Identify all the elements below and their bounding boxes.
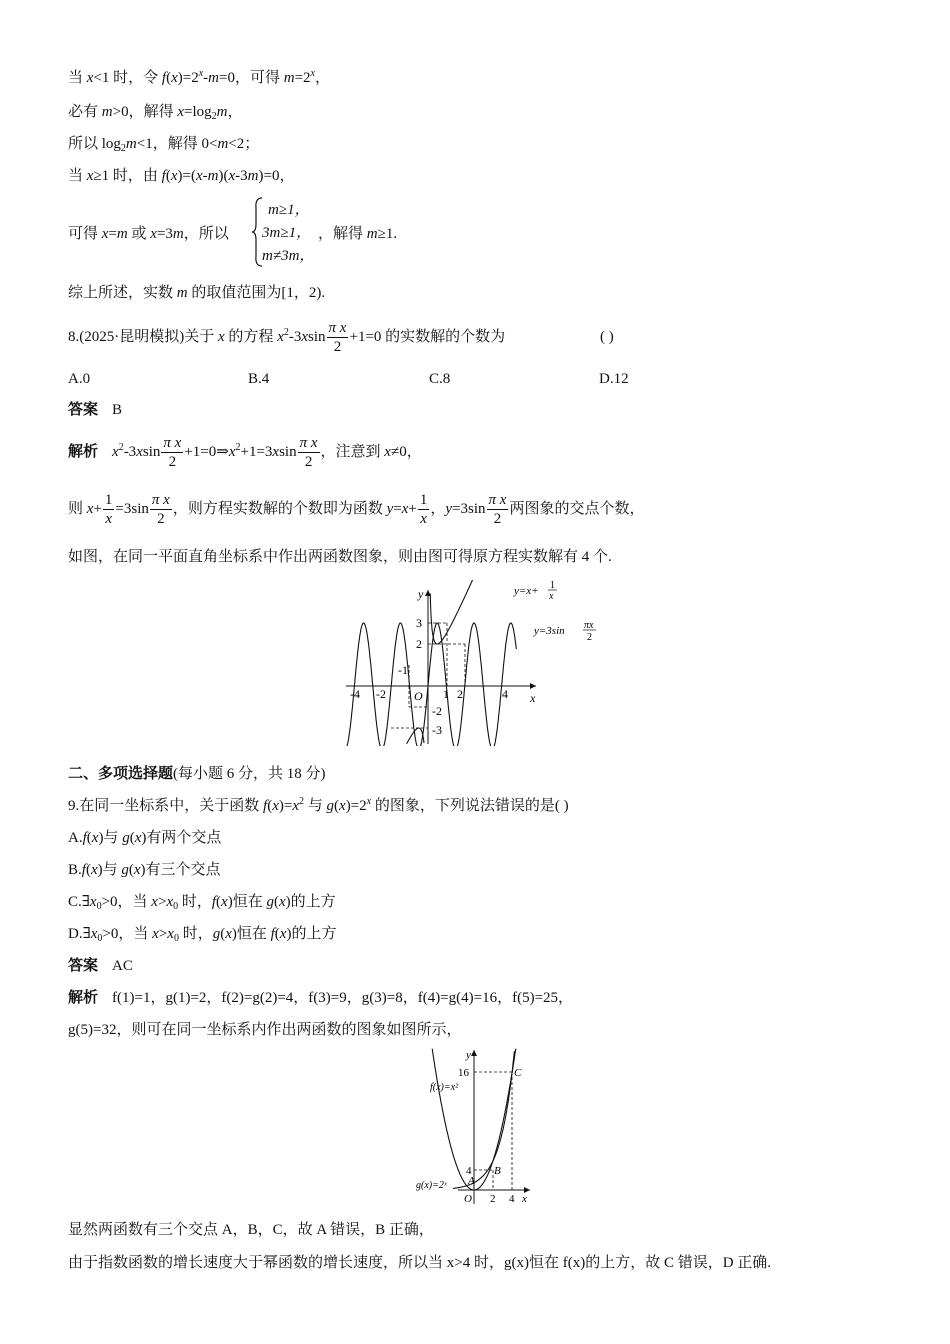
label-hyperbola-num: 1	[550, 580, 555, 591]
tick-x-4: 4	[509, 1193, 515, 1205]
tick-x-1: 1	[443, 687, 449, 701]
y-axis-label: y	[418, 587, 424, 601]
guide-lines	[474, 1072, 512, 1190]
q9-analysis-2: g(5)=32，则可在同一坐标系内作出两函数的图象如图所示，	[68, 1022, 462, 1038]
section-title: 二、多项选择题(每小题 6 分，共 18 分)	[68, 766, 326, 782]
tick-y-neg3: -3	[432, 723, 442, 737]
q8-option-d: D.12	[599, 371, 629, 387]
sol7-line-5-post: ，解得 m≥1.	[318, 226, 398, 242]
label-parabola: f(x)=x²	[430, 1082, 459, 1093]
q9-analysis-3: 显然两函数有三个交点 A，B，C，故 A 错误，B 正确，	[68, 1222, 434, 1238]
sol7-line-5: 可得 x=m 或 x=3m，所以	[68, 226, 229, 242]
q8-option-c: C.8	[429, 371, 451, 387]
y-axis-label: y	[466, 1049, 471, 1061]
label-sine: y=3sin	[534, 625, 565, 637]
q9-option-b: B.f(x)与 g(x)有三个交点	[68, 862, 221, 878]
q9-analysis-4: 由于指数函数的增长速度大于幂函数的增长速度，所以当 x>4 时，g(x)恒在 f(x)的上方，故 C 错误，D 正确.	[68, 1255, 772, 1271]
tick-x-neg4: -4	[350, 687, 360, 701]
fraction: $\frac{\text{π x}}{2}$	[163, 435, 182, 471]
q9-stem: 9.在同一坐标系中，关于函数 $f(x)=x^2$ 与 $g(x)=2^x$ 的图象，下列说法错误的是( )	[68, 796, 569, 814]
q8-analysis-1: 解析 $x^2-3xsin$ $\frac{\text{π x}}{2}$ $+1=0\Rightarrow x^2+1=3xsin$ $\frac{\text{π x}}{2}$ ，注意到 x≠0，	[68, 435, 422, 471]
label-sine-den: 2	[587, 632, 592, 643]
x-axis-label: x	[522, 1193, 527, 1205]
tick-x-neg2: -2	[376, 687, 386, 701]
y-axis-arrow	[471, 1050, 477, 1056]
label-hyperbola-den: x	[549, 591, 554, 602]
fraction: $\frac{\text{π x}}{2}$	[151, 492, 170, 528]
x-axis-arrow	[530, 683, 536, 689]
q9-analysis-1: 解析 f(1)=1，g(1)=2，f(2)=g(2)=4，f(3)=9，g(3)=8，f(4)=g(4)=16，f(5)=25，	[68, 990, 574, 1006]
q9-option-a: A.f(x)与 g(x)有两个交点	[68, 830, 222, 846]
tick-y-4: 4	[466, 1165, 472, 1177]
system-eq-1: m≥1，	[268, 202, 310, 218]
figure-power-vs-exp	[414, 1046, 534, 1206]
hyperbola-right-branch	[430, 580, 472, 644]
tick-y-neg1: -1	[398, 663, 408, 677]
sol7-line-2: 必有 m>0，解得 $x=\log_2m$，	[68, 104, 243, 122]
origin-label: O	[414, 689, 423, 703]
q8-analysis-2: 则 x+ $\frac{1}{x}$ =3sin $\frac{\text{π x}}{2}$ ，则方程实数解的个数即为函数 y=x+ $\frac{1}{x}$ ，y=3sin $\frac{\text{π x}}{2}$ 两图象的交点个数，	[68, 492, 645, 528]
q8-analysis-3: 如图，在同一平面直角坐标系中作出两函数图象，则由图可得原方程实数解有 4 个.	[68, 549, 612, 565]
sol7-line-6: 综上所述，实数 m 的取值范围为[1，2).	[68, 285, 326, 301]
figure-sin-vs-hyperbola	[340, 578, 620, 746]
sol7-line-1: 当 x<1 时，令 $f(x)=2^x-m=0$，可得 $m=2^x$，	[68, 68, 331, 86]
tick-x-2: 2	[490, 1193, 496, 1205]
label-exp: g(x)=2ˣ	[416, 1180, 447, 1191]
fraction: $\frac{\text{π x}}{2}$	[488, 492, 507, 528]
q8-answer: 答案 B	[68, 402, 123, 418]
point-b-label: B	[494, 1165, 501, 1177]
tick-y-2: 2	[416, 637, 422, 651]
label-sine-num: πx	[584, 620, 594, 631]
q9-answer: 答案 AC	[68, 958, 133, 974]
sol7-line-4: 当 x≥1 时，由 f(x)=(x-m)(x-3m)=0，	[68, 168, 295, 184]
q8-paren: ( )	[600, 329, 614, 345]
q9-option-d: $D.\exists x_0>0$，当 $x>x_0$ 时，g(x)恒在 f(x)的上方	[68, 926, 337, 944]
q8-option-b: B.4	[248, 371, 270, 387]
q8-stem: 8.(2025·昆明模拟)关于 x 的方程 $x^2-3xsin$ $\frac{\text{π x}}{2}$ +1=0 的实数解的个数为	[68, 320, 506, 356]
fraction: $\frac{\text{π x}}{2}$	[299, 435, 318, 471]
q8-option-a: A.0	[68, 371, 91, 387]
tick-y-neg2: -2	[432, 704, 442, 718]
point-a-label: A	[468, 1175, 475, 1187]
label-hyperbola: y=x+	[514, 585, 539, 597]
x-axis-label: x	[530, 691, 536, 705]
fraction: $\frac{1}{x}$	[419, 492, 428, 528]
tick-x-2: 2	[457, 687, 463, 701]
point-c-label: C	[514, 1067, 522, 1079]
fraction: $\frac{1}{x}$	[104, 492, 113, 528]
system-eq-3: m≠3m，	[262, 248, 315, 264]
tick-y-3: 3	[416, 616, 422, 630]
q9-option-c: $C.\exists x_0>0$，当 $x>x_0$ 时，f(x)恒在 g(x)的上方	[68, 894, 336, 912]
origin-label: O	[464, 1193, 472, 1205]
sol7-line-3: 所以 $\log_2m<1$，解得 0<m<2；	[68, 136, 260, 154]
tick-x-4: 4	[502, 687, 508, 701]
system-eq-2: 3m≥1，	[262, 225, 312, 241]
fraction: $\frac{\text{π x}}{2}$	[328, 320, 347, 356]
tick-y-16: 16	[458, 1067, 469, 1079]
